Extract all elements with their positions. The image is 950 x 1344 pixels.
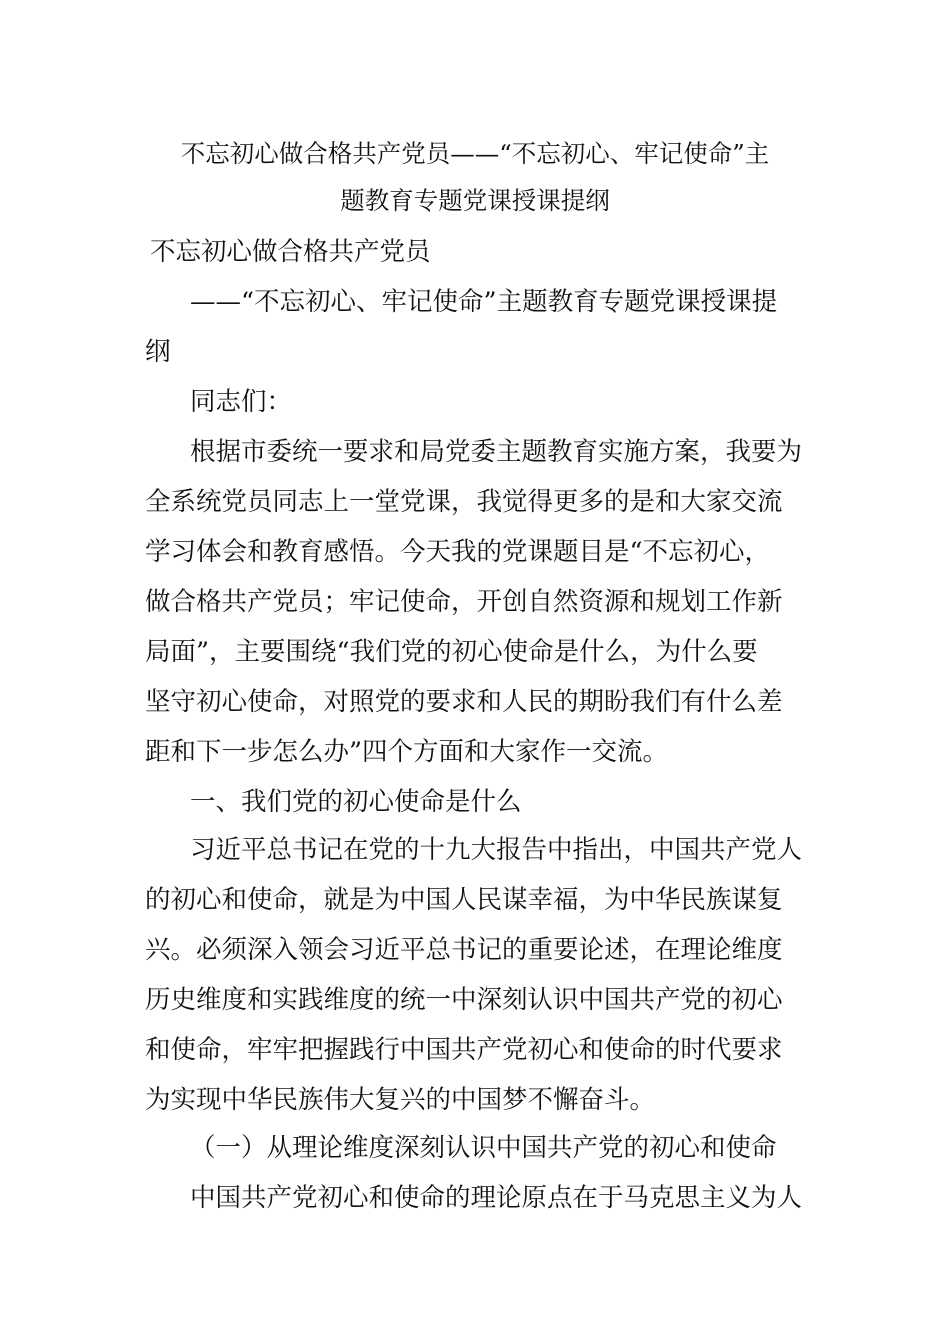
section-1-line-6: 为实现中华民族伟大复兴的中国梦不懈奋斗。 [145, 1085, 656, 1115]
intro-line-4: 做合格共产党员；牢记使命，开创自然资源和规划工作新 [145, 587, 783, 617]
subsection-1-line-1: 中国共产党初心和使命的理论原点在于马克思主义为人 [190, 1183, 803, 1213]
subheading-line-2: 纲 [145, 337, 171, 367]
section-heading: 不忘初心做合格共产党员 [150, 237, 431, 267]
section-1-line-2: 的初心和使命，就是为中国人民谋幸福，为中华民族谋复 [145, 885, 783, 915]
document-title-line-1: 不忘初心做合格共产党员——“不忘初心、牢记使命”主 [180, 139, 770, 168]
section-1-line-4: 历史维度和实践维度的统一中深刻认识中国共产党的初心 [145, 985, 783, 1015]
section-1-line-5: 和使命，牢牢把握践行中国共产党初心和使命的时代要求 [145, 1035, 783, 1065]
intro-line-5: 局面”，主要围绕“我们党的初心使命是什么，为什么要 [145, 637, 758, 667]
intro-line-6: 坚守初心使命，对照党的要求和人民的期盼我们有什么差 [145, 687, 783, 717]
subheading-line-1: ——“不忘初心、牢记使命”主题教育专题党课授课提 [190, 287, 778, 317]
intro-line-2: 全系统党员同志上一堂党课，我觉得更多的是和大家交流 [145, 487, 783, 517]
intro-line-7: 距和下一步怎么办”四个方面和大家作一交流。 [145, 737, 669, 767]
intro-line-3: 学习体会和教育感悟。今天我的党课题目是“不忘初心， [145, 537, 771, 567]
document-title-line-2: 题教育专题党课授课提纲 [340, 186, 610, 215]
greeting: 同志们： [190, 387, 293, 417]
intro-line-1: 根据市委统一要求和局党委主题教育实施方案，我要为 [190, 437, 803, 467]
subsection-1-title: （一）从理论维度深刻认识中国共产党的初心和使命 [190, 1133, 777, 1163]
section-1-line-1: 习近平总书记在党的十九大报告中指出，中国共产党人 [190, 835, 803, 865]
section-1-line-3: 兴。必须深入领会习近平总书记的重要论述，在理论维度 [145, 935, 783, 965]
section-1-title: 一、我们党的初心使命是什么 [190, 787, 522, 817]
